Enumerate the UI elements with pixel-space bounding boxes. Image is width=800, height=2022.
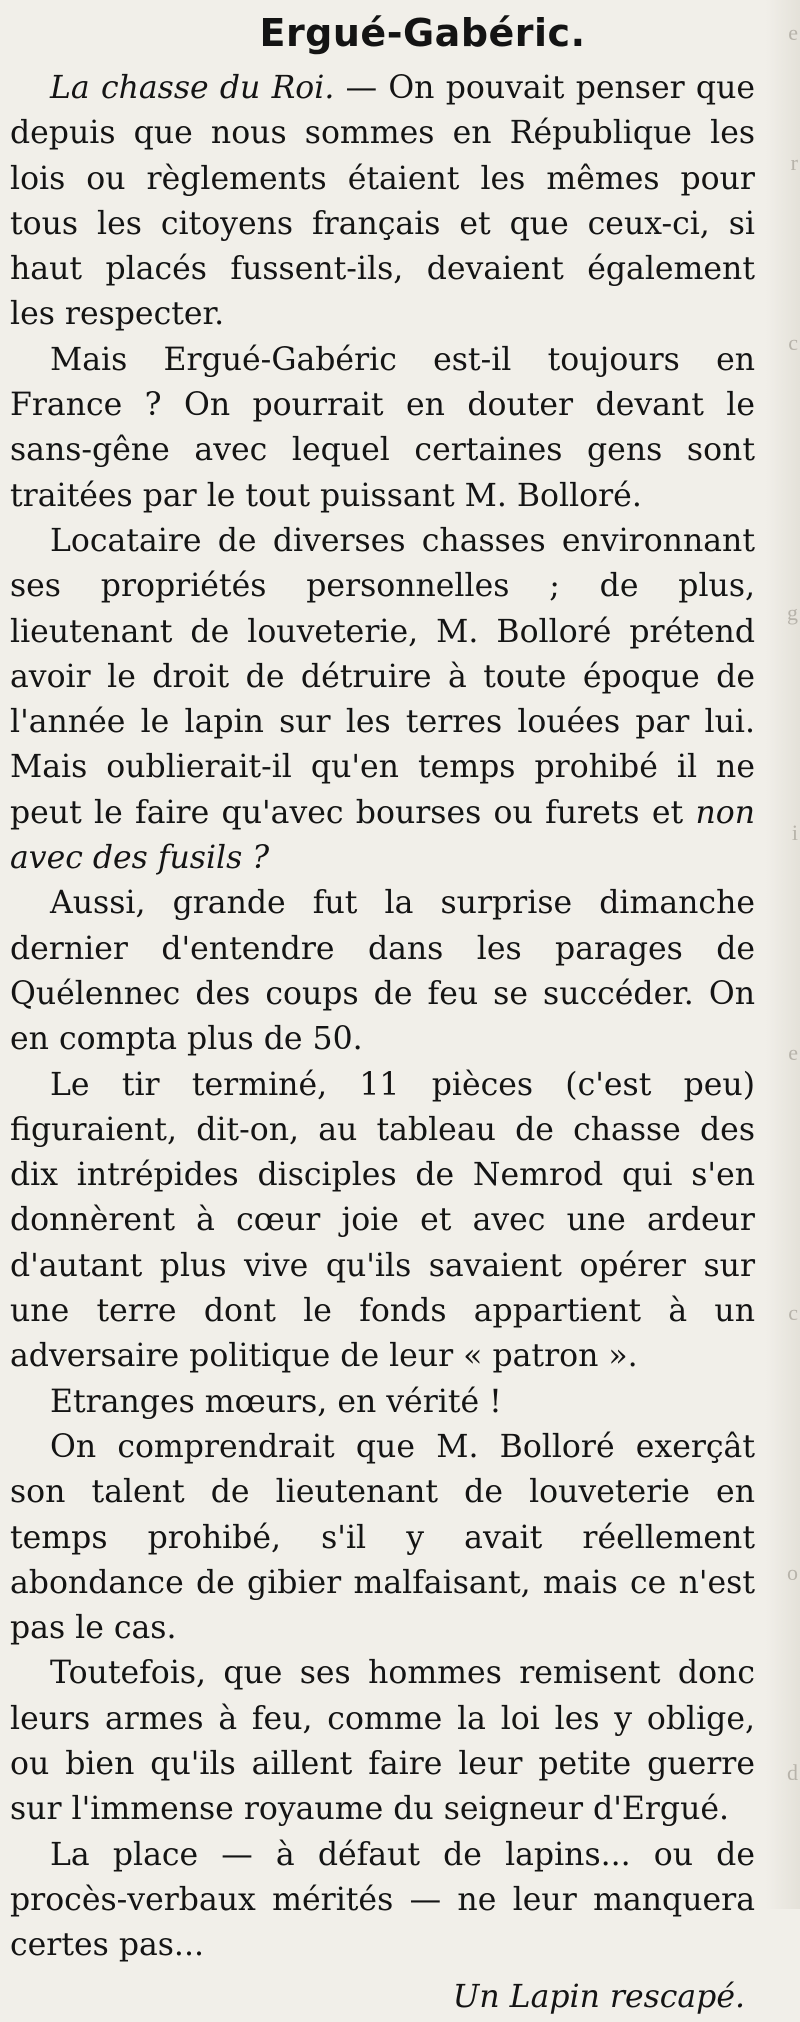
- paragraph-9: La place — à défaut de lapins... ou de procès-verbaux mérités — ne leur manquera certes pas...: [10, 1836, 755, 1964]
- paragraph-1: [10, 66, 755, 338]
- paragraph-3-text: Locataire de diverses chasses environnant ses propriétés personnelles ; de plus, lieutenant de louveterie, M. Bolloré prétend avoir le droit de détruire à toute époque de l'année le lapin sur les terres louées par lui. Mais oublierait-il qu'en temps prohibé il ne peut le faire qu'avec bourses ou furets et: [10, 522, 755, 831]
- section-heading: La chasse du Roi.: [50, 70, 335, 106]
- paragraph-6: Etranges mœurs, en vérité !: [50, 1383, 502, 1420]
- paragraph-7: On comprendrait que M. Bolloré exerçât son talent de lieutenant de louveterie en temps prohibé, s'il y avait réellement abondance de gibier malfaisant, mais ce n'est pas le cas.: [10, 1428, 755, 1647]
- paragraph-4: Aussi, grande fut la surprise dimanche dernier d'entendre dans les parages de Quélennec des coups de feu se succéder. On en compta plus de 50.: [10, 885, 755, 1058]
- adjacent-column-bleed: e r c g i e c o d: [766, 0, 800, 1909]
- article: [10, 8, 755, 2022]
- article-title: Ergué-Gabéric.: [259, 11, 586, 55]
- paragraph-3-italic: non avec des fusils ?: [10, 794, 755, 877]
- paragraph-8: Toutefois, que ses hommes remisent donc leurs armes à feu, comme la loi les y oblige, ou bien qu'ils aillent faire leur petite guerre sur l'immense royaume du seigneur d'Ergué.: [10, 1655, 755, 1828]
- paragraph-1-text: — On pouvait penser que depuis que nous sommes en République les lois ou règlements étaient les mêmes pour tous les citoyens français et que ceux-ci, si haut placés fussent-ils, devaient également les respecter.: [10, 70, 756, 333]
- paragraph-3: [10, 519, 755, 881]
- paragraph-2: Mais Ergué-Gabéric est-il toujours en France ? On pourrait en douter devant le sans-gêne avec lequel certaines gens sont traitées par le tout puissant M. Bolloré.: [10, 341, 755, 514]
- signature: Un Lapin rescapé.: [452, 1979, 745, 2016]
- paragraph-5: Le tir terminé, 11 pièces (c'est peu) figuraient, dit-on, au tableau de chasse des dix intrépides disciples de Nemrod qui s'en donnèrent à cœur joie et avec une ardeur d'autant plus vive qu'ils savaient opérer sur une terre dont le fonds appartient à un adversaire politique de leur « patron ».: [10, 1066, 755, 1375]
